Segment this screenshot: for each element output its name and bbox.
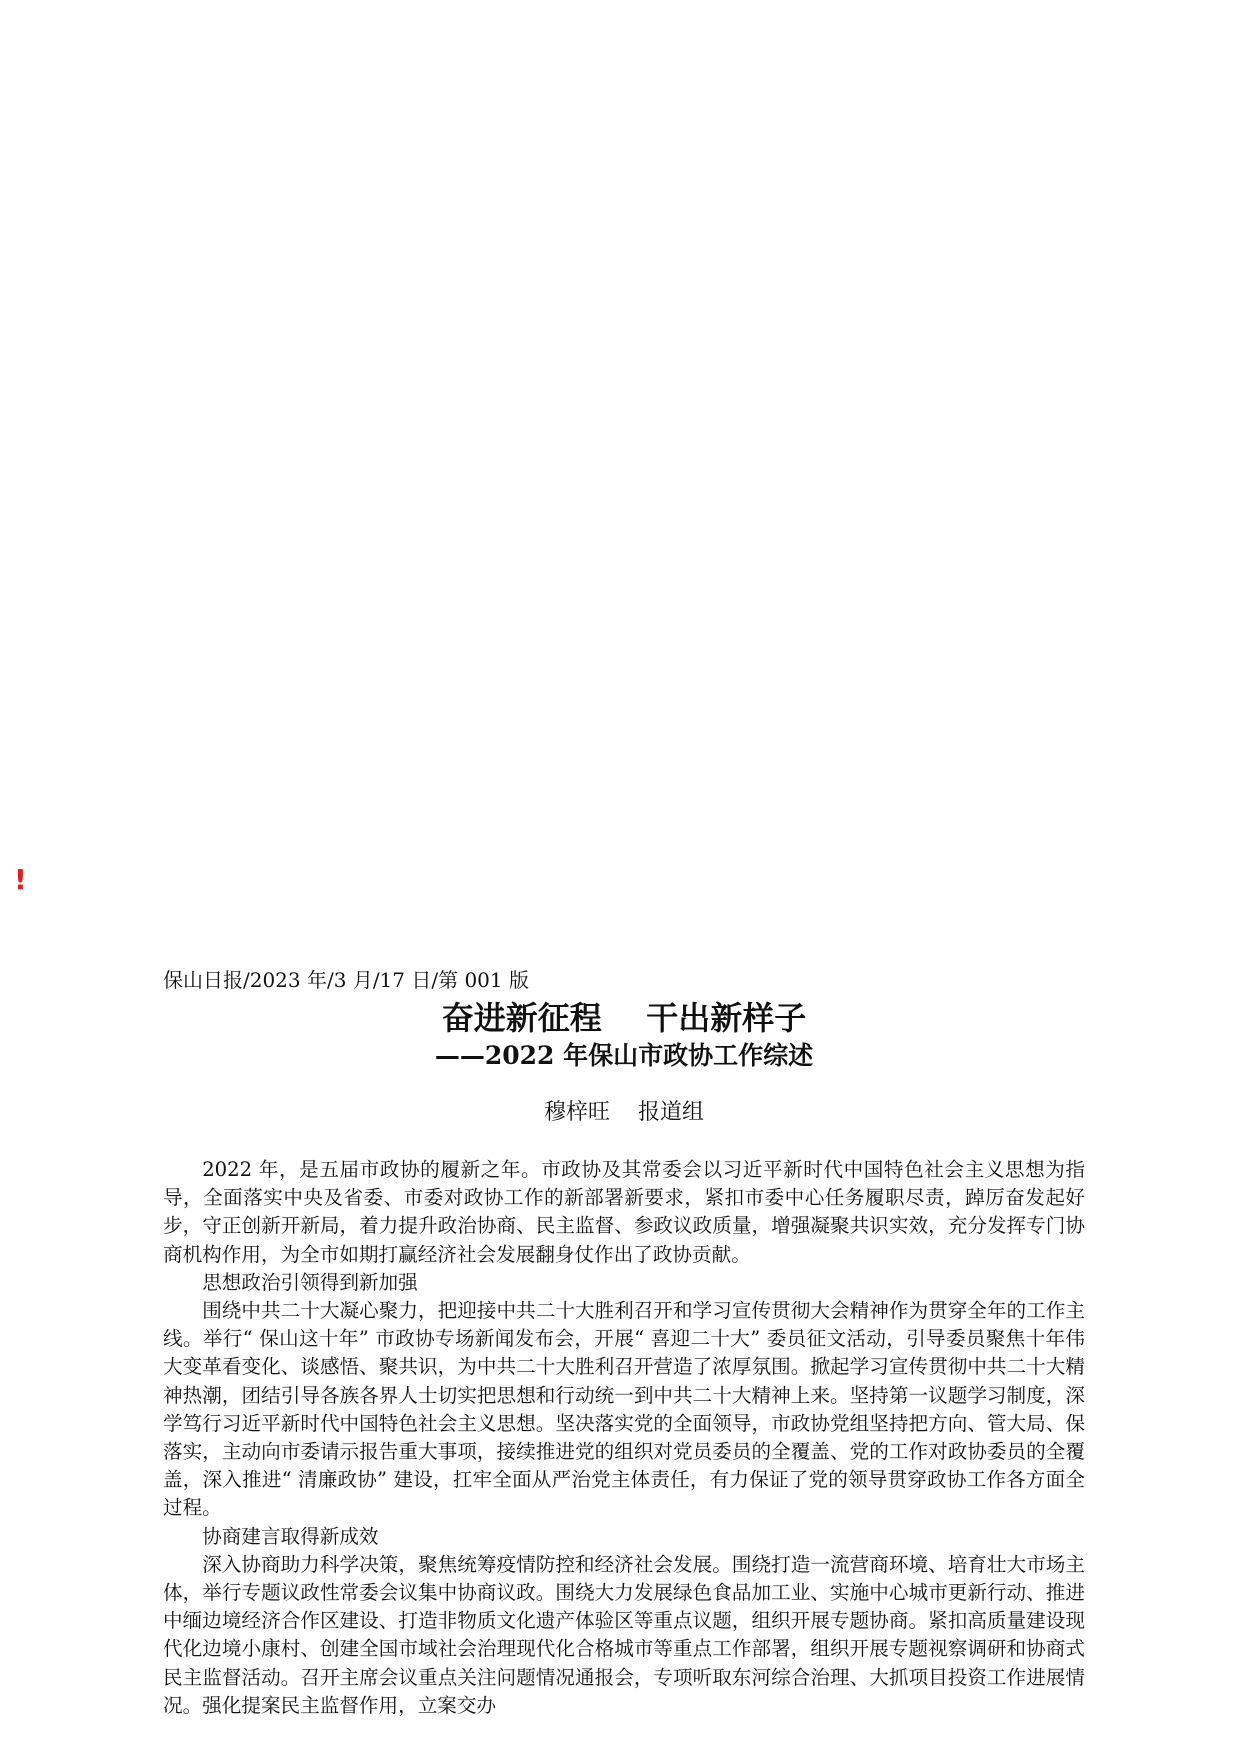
paragraph-consultation: 深入协商助力科学决策，聚焦统筹疫情防控和经济社会发展。围绕打造一流营商环境、培育壮大市场主体，举行专题议政性常委会议集中协商议政。围绕大力发展绿色食品加工业、实施中心城市更新行动、推进中缅边境经济合作区建设、打造非物质文化遗产体验区等重点议题，组织开展专题协商。紧扣高质量建设现代化边境小康村、创建全国市域社会治理现代化合格城市等重点工作部署，组织开展专题视察调研和协商式民主监督活动。召开主席会议重点关注问题情况通报会，专项听取东河综合治理、大抓项目投资工作进展情况。强化提案民主监督作用，立案交办 [163,1552,1085,1717]
dateline: 保山日报/2023 年/3 月/17 日/第 001 版 [163,968,529,992]
section-heading-consultation: 协商建言取得新成效 [202,1524,379,1548]
article-title: 奋进新征程 干出新样子 [441,999,807,1037]
paragraph-intro: 2022 年，是五届市政协的履新之年。市政协及其常委会以习近平新时代中国特色社会主义思想为指导，全面落实中央及省委、市委对政协工作的新部署新要求，紧扣市委中心任务履职尽责，踔厉奋发起好步，守正创新开新局，着力提升政治协商、民主监督、参政议政质量，增强凝聚共识实效，充分发挥专门协商机构作用，为全市如期打赢经济社会发展翻身仗作出了政协贡献。 [163,1158,1085,1266]
red-exclamation-mark: ! [14,863,27,896]
news-article [163,966,1085,1720]
section-heading-ideology: 思想政治引领得到新加强 [202,1270,418,1294]
byline: 穆梓旺 报道组 [544,1100,704,1125]
article-body [163,1156,1085,1720]
paragraph-ideology: 围绕中共二十大凝心聚力，把迎接中共二十大胜利召开和学习宣传贯彻大会精神作为贯穿全年的工作主线。举行“ 保山这十年” 市政协专场新闻发布会，开展“ 喜迎二十大” 委员征文活动，引导委员聚焦十年伟大变革看变化、谈感悟、聚共识，为中共二十大胜利召开营造了浓厚氛围。掀起学习宣传贯彻中共二十大精神热潮，团结引导各族各界人士切实把思想和行动统一到中共二十大精神上来。坚持第一议题学习制度，深学笃行习近平新时代中国特色社会主义思想。坚决落实党的全面领导，市政协党组坚持把方向、管大局、保落实，主动向市委请示报告重大事项，接续推进党的组织对党员委员的全覆盖、党的工作对政协委员的全覆盖，深入推进“ 清廉政协” 建设，扛牢全面从严治党主体责任，有力保证了党的领导贯穿政协工作各方面全过程。 [163,1299,1085,1520]
article-subtitle: ——2022 年保山市政协工作综述 [434,1041,814,1070]
